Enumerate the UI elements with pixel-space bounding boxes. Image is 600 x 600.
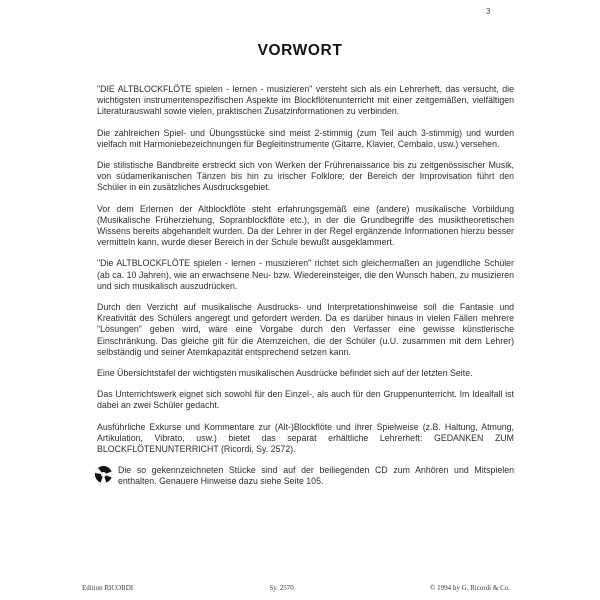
cd-icon [94,465,113,484]
paragraph: Vor dem Erlernen der Altblockflöte steht erfahrungsgemäß eine (andere) musikalische Vorbildung (Musikalische Früherziehung, Sopranblockflöte etc.), in der die Grundbegriffe des musiktheoretischen Wissens bereits abgehandelt wurden. Da der Lehrer in der Regel ergänzende Informationen hierzu besser vermitteln kann, wurde dieser Bereich in der Schule bewußt ausgeklammert. [97,203,514,248]
paragraph: Die stilistische Bandbreite erstreckt sich von Werken der Frührenaissance bis zu zeitgenössischer Musik, von südamerikanischen Tänzen bis hin zu irischer Folklore; der Bereich der Improvisation führt den Schüler in ein zusätzliches Ausdrucksgebiet. [97,160,514,193]
page-title: VORWORT [257,42,343,59]
footer-copyright: © 1994 by G. Ricordi & Co. [430,584,510,592]
paragraph: Eine Übersichtstafel der wichtigsten musikalischen Ausdrücke befindet sich auf der letzten Seite. [97,368,473,379]
footer-plate-number: Sy. 2570 [269,584,294,592]
paragraph: Ausführliche Exkurse und Kommentare zur (Alt-)Blockflöte und ihrer Spielweise (z.B. Haltung, Atmung, Artikulation, Vibrato, usw.) bietet das separat erhältliche Lehrerheft: GEDANKEN ZUM BLOCKFLÖTENUNTERRICHT (Ricordi, Sy. 2572). [97,421,514,455]
paragraph: "Die ALTBLOCKFLÖTE spielen - lernen - musizieren" richtet sich gleichermaßen an jugendliche Schüler (ab ca. 10 Jahren), wie an erwachsene Neu- bzw. Wiedereinsteiger, die den Wunsch haben, zu musizieren und sich musikalisch auszudrücken. [97,258,514,291]
page-footer [82,584,510,592]
paragraph: Durch den Verzicht auf musikalische Ausdrucks- und Interpretationshinweise soll die Fantasie und Kreativität des Schülers angeregt und gefordert werden. Da es darüber hinaus in vielen Fällen mehrere "Lösungen" geben wird, wäre eine Vorgabe durch den Verfasser eine gewisse künstlerische Einschränkung. Das gleiche gilt für die Atemzeichen, die der Schüler (u.U. zusammen mit dem Lehrer) selbständig und seiner Atemkapazität entsprechend setzen kann. [97,302,514,357]
paragraph: Das Unterrichtswerk eignet sich sowohl für den Einzel-, als auch für den Gruppenunterricht. Im Idealfall ist dabei an zwei Schüler gedacht. [97,389,514,411]
footer-edition: Edition RICORDI [82,584,134,592]
foreword-text [97,84,514,498]
paragraph: Die zahlreichen Spiel- und Übungsstücke sind meist 2-stimmig (zum Teil auch 3-stimmig) und wurden vielfach mit Harmoniebezeichnungen für Begleitinstrumente (Gitarre, Klavier, Cembalo, usw.) versehen. [97,127,514,149]
cd-note-paragraph [97,465,514,487]
paragraph: "DIE ALTBLOCKFLÖTE spielen - lernen - musizieren" versteht sich als ein Lehrerheft, das versucht, die wichtigsten instrumentenspezifischen Aspekte im Blockflötenunterricht mit einer zeitgemäßen, vielfältigen Literaturauswahl sowie vielen, praktischen Zusatzinformationen zu verbinden. [97,84,514,117]
paragraph-text: Die so gekennzeichneten Stücke sind auf der beiliegenden CD zum Anhören und Mitspielen enthalten. Genauere Hinweise dazu siehe Seite 105. [118,465,514,487]
page-number: 3 [486,7,491,16]
